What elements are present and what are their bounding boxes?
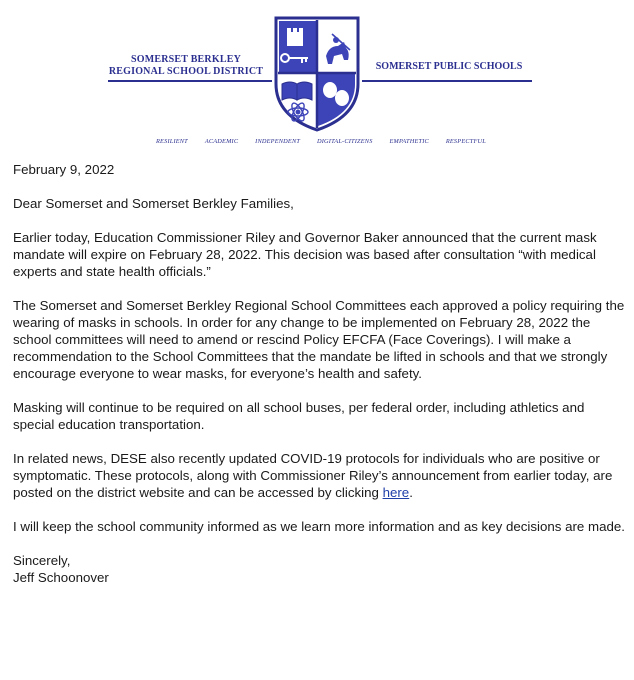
value-independent: INDEPENDENT	[255, 138, 301, 145]
letter-body	[13, 161, 625, 586]
letterhead	[0, 0, 634, 152]
letter-date: February 9, 2022	[13, 162, 115, 177]
district-name-left	[100, 54, 272, 78]
paragraph-school-committees: The Somerset and Somerset Berkley Regional School Committees each approved a policy requiring the wearing of masks in schools. In order for any change to be implemented on February 28, 2022 the school committees will need to amend or rescind Policy EFCFA (Face Coverings). I will make a recommendation to the School Committees that the mandate be lifted in schools and that we strongly encourage everyone to wear masks, for everyone’s health and safety.	[13, 298, 625, 381]
open-book-icon	[282, 82, 312, 100]
value-respectful: RESPECTFUL	[445, 138, 486, 145]
here-link[interactable]: here	[382, 485, 410, 500]
paragraph-keep-informed: I will keep the school community informed as we learn more information and as key decisions are made.	[13, 519, 625, 534]
letter-signature: Jeff Schoonover	[13, 570, 109, 585]
paragraph-buses: Masking will continue to be required on all school buses, per federal order, including athletics and special education transportation.	[13, 400, 585, 432]
paragraph-dese-protocols	[13, 450, 625, 501]
district-name-left-line2: REGIONAL SCHOOL DISTRICT	[108, 66, 264, 77]
castle-icon	[287, 28, 303, 46]
value-resilient: RESILIENT	[156, 138, 188, 145]
value-digital-citizens: DIGITAL-CITIZENS	[316, 138, 373, 145]
paragraph-dese-text: In related news, DESE also recently updated COVID-19 protocols for individuals who are positive or symptomatic. These protocols, along with Commissioner Riley’s announcement from earlier today, are posted on the district website and can be accessed by clicking	[13, 451, 613, 500]
right-rule	[362, 80, 532, 82]
district-name-right: SOMERSET PUBLIC SCHOOLS	[375, 61, 523, 72]
value-academic: ACADEMIC	[204, 138, 239, 145]
paragraph-mask-mandate: Earlier today, Education Commissioner Riley and Governor Baker announced that the current mask mandate will expire on February 28, 2022. This decision was based after consultation “with medical experts and state health officials.”	[13, 230, 597, 279]
value-empathetic: EMPATHETIC	[389, 138, 429, 145]
district-name-left-line1: SOMERSET BERKLEY	[131, 54, 241, 65]
left-rule	[108, 80, 272, 82]
core-values-line	[156, 138, 486, 145]
paragraph-dese-end: .	[409, 485, 413, 500]
letter-closing: Sincerely,	[13, 553, 71, 568]
district-crest-logo	[274, 16, 360, 132]
letter-salutation: Dear Somerset and Somerset Berkley Families,	[13, 196, 294, 211]
